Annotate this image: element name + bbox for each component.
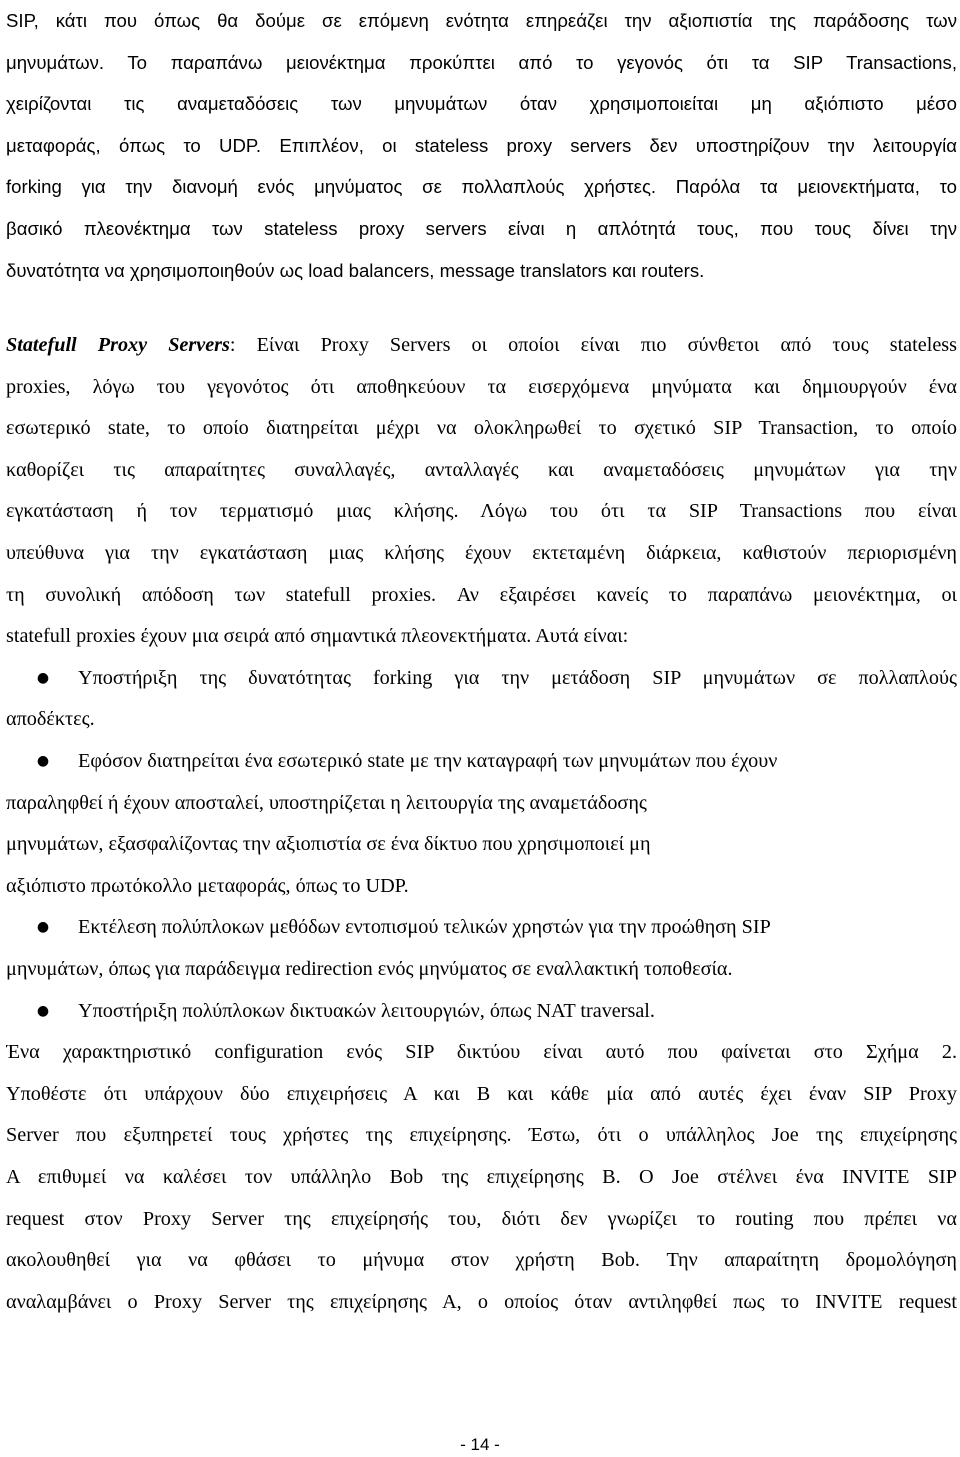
bullet-dot-icon: ● [36, 753, 50, 769]
paragraph-3-line-4: Α επιθυμεί να καλέσει τον υπάλληλο Bob της επιχείρησης Β. Ο Joe στέλνει ένα INVITE SIP [6, 1166, 957, 1188]
statefull-paragraph-line-6: υπεύθυνα για την εγκατάσταση μιας κλήσης έχουν εκτεταμένη διάρκεια, καθιστούν περιορισμένη [6, 542, 957, 564]
bullet-4-line-1: Υποστήριξη πολύπλοκων δικτυακών λειτουργιών, όπως NAT traversal. [78, 999, 655, 1022]
paragraph-3-line-5: request στον Proxy Server της επιχείρησής του, διότι δεν γνωρίζει το routing που πρέπει να [6, 1207, 957, 1230]
page-number: - 14 - [460, 1435, 500, 1454]
bullet-2-line-1: Εφόσον διατηρείται ένα εσωτερικό state με την καταγραφή των μηνυμάτων που έχουν [78, 750, 778, 772]
paragraph-1-line-7: δυνατότητα να χρησιμοποιηθούν ως load balancers, message translators και routers. [6, 259, 705, 281]
term-statefull-proxy-servers: Statefull Proxy Servers [6, 334, 230, 356]
statefull-paragraph-line-4: καθορίζει τις απαραίτητες συναλλαγές, ανταλλαγές και αναμεταδόσεις μηνυμάτων για την [6, 458, 957, 481]
statefull-line-1-text: : Είναι Proxy Servers οι οποίοι είναι πιο σύνθετοι από τους stateless [229, 334, 957, 356]
bullet-2-line-4: αξιόπιστο πρωτόκολλο μεταφοράς, όπως το UDP. [6, 874, 409, 897]
statefull-paragraph-line-7: τη συνολική απόδοση των statefull proxies. Αν εξαιρέσει κανείς το παραπάνω μειονέκτημα, οι [6, 583, 957, 606]
statefull-paragraph-line-1 [6, 325, 957, 367]
paragraph-1-line-6: βασικό πλεονέκτημα των stateless proxy servers είναι η απλότητά τους, που τους δίνει την [6, 218, 957, 239]
paragraph-1-line-1: SIP, κάτι που όπως θα δούμε σε επόμενη ενότητα επηρεάζει την αξιοπιστία της παράδοσης των [6, 10, 957, 31]
bullet-dot-icon: ● [36, 669, 50, 686]
bullet-3-line-1: Εκτέλεση πολύπλοκων μεθόδων εντοπισμού τελικών χρηστών για την προώθηση SIP [78, 916, 771, 939]
bullet-3-line-2: μηνυμάτων, όπως για παράδειγμα redirection ενός μηνύματος σε εναλλακτική τοποθεσία. [6, 958, 733, 980]
paragraph-1-line-5: forking για την διανομή ενός μηνύματος σε πολλαπλούς χρήστες. Παρόλα τα μειονεκτήματα, το [6, 176, 957, 198]
bullet-2-line-2: παραληφθεί ή έχουν αποσταλεί, υποστηρίζεται η λειτουργία της αναμετάδοσης [6, 791, 647, 814]
statefull-paragraph-line-8: statefull proxies έχουν μια σειρά από σημαντικά πλεονεκτήματα. Αυτά είναι: [6, 625, 629, 648]
paragraph-1-line-4: μεταφοράς, όπως το UDP. Επιπλέον, οι stateless proxy servers δεν υποστηρίζουν την λειτουργία [6, 134, 957, 156]
statefull-paragraph-line-3: εσωτερικό state, το οποίο διατηρείται μέχρι να ολοκληρωθεί το σχετικό SIP Transaction, το οποίο [6, 417, 957, 440]
statefull-paragraph-line-5: εγκατάσταση ή τον τερματισμό μιας κλήσης. Λόγω του ότι τα SIP Transactions που είναι [6, 500, 957, 523]
bullet-dot-icon: ● [36, 919, 50, 936]
statefull-paragraph-line-2: proxies, λόγω του γεγονότος ότι αποθηκεύουν τα εισερχόμενα μηνύματα και δημιουργούν ένα [6, 375, 957, 398]
paragraph-3-line-1: Ένα χαρακτηριστικό configuration ενός SIP δικτύου είναι αυτό που φαίνεται στο Σχήμα 2. [6, 1041, 957, 1064]
paragraph-3-line-7: αναλαμβάνει ο Proxy Server της επιχείρησης Α, ο οποίος όταν αντιληφθεί πως το INVITE request [6, 1290, 957, 1313]
bullet-1-line-2: αποδέκτες. [6, 708, 95, 731]
bullet-2-line-3: μηνυμάτων, εξασφαλίζοντας την αξιοπιστία σε ένα δίκτυο που χρησιμοποιεί μη [6, 833, 651, 856]
paragraph-3-line-6: ακολουθηθεί για να φθάσει το μήνυμα στον χρήστη Bob. Την απαραίτητη δρομολόγηση [6, 1249, 957, 1272]
paragraph-1-line-3: χειρίζονται τις αναμεταδόσεις των μηνυμάτων όταν χρησιμοποιείται μη αξιόπιστο μέσο [6, 93, 957, 115]
paragraph-3-line-2: Υποθέστε ότι υπάρχουν δύο επιχειρήσεις Α και Β και κάθε μία από αυτές έχει έναν SIP Proxy [6, 1082, 957, 1105]
bullet-1-line-1: Υποστήριξη της δυνατότητας forking για την μετάδοση SIP μηνυμάτων σε πολλαπλούς [78, 666, 957, 689]
bullet-dot-icon: ● [36, 1002, 50, 1019]
paragraph-3-line-3: Server που εξυπηρετεί τους χρήστες της επιχείρησης. Έστω, ότι ο υπάλληλος Joe της επιχείρησης [6, 1124, 957, 1147]
paragraph-1-line-2: μηνυμάτων. Το παραπάνω μειονέκτημα προκύπτει από το γεγονός ότι τα SIP Transactions, [6, 51, 957, 73]
